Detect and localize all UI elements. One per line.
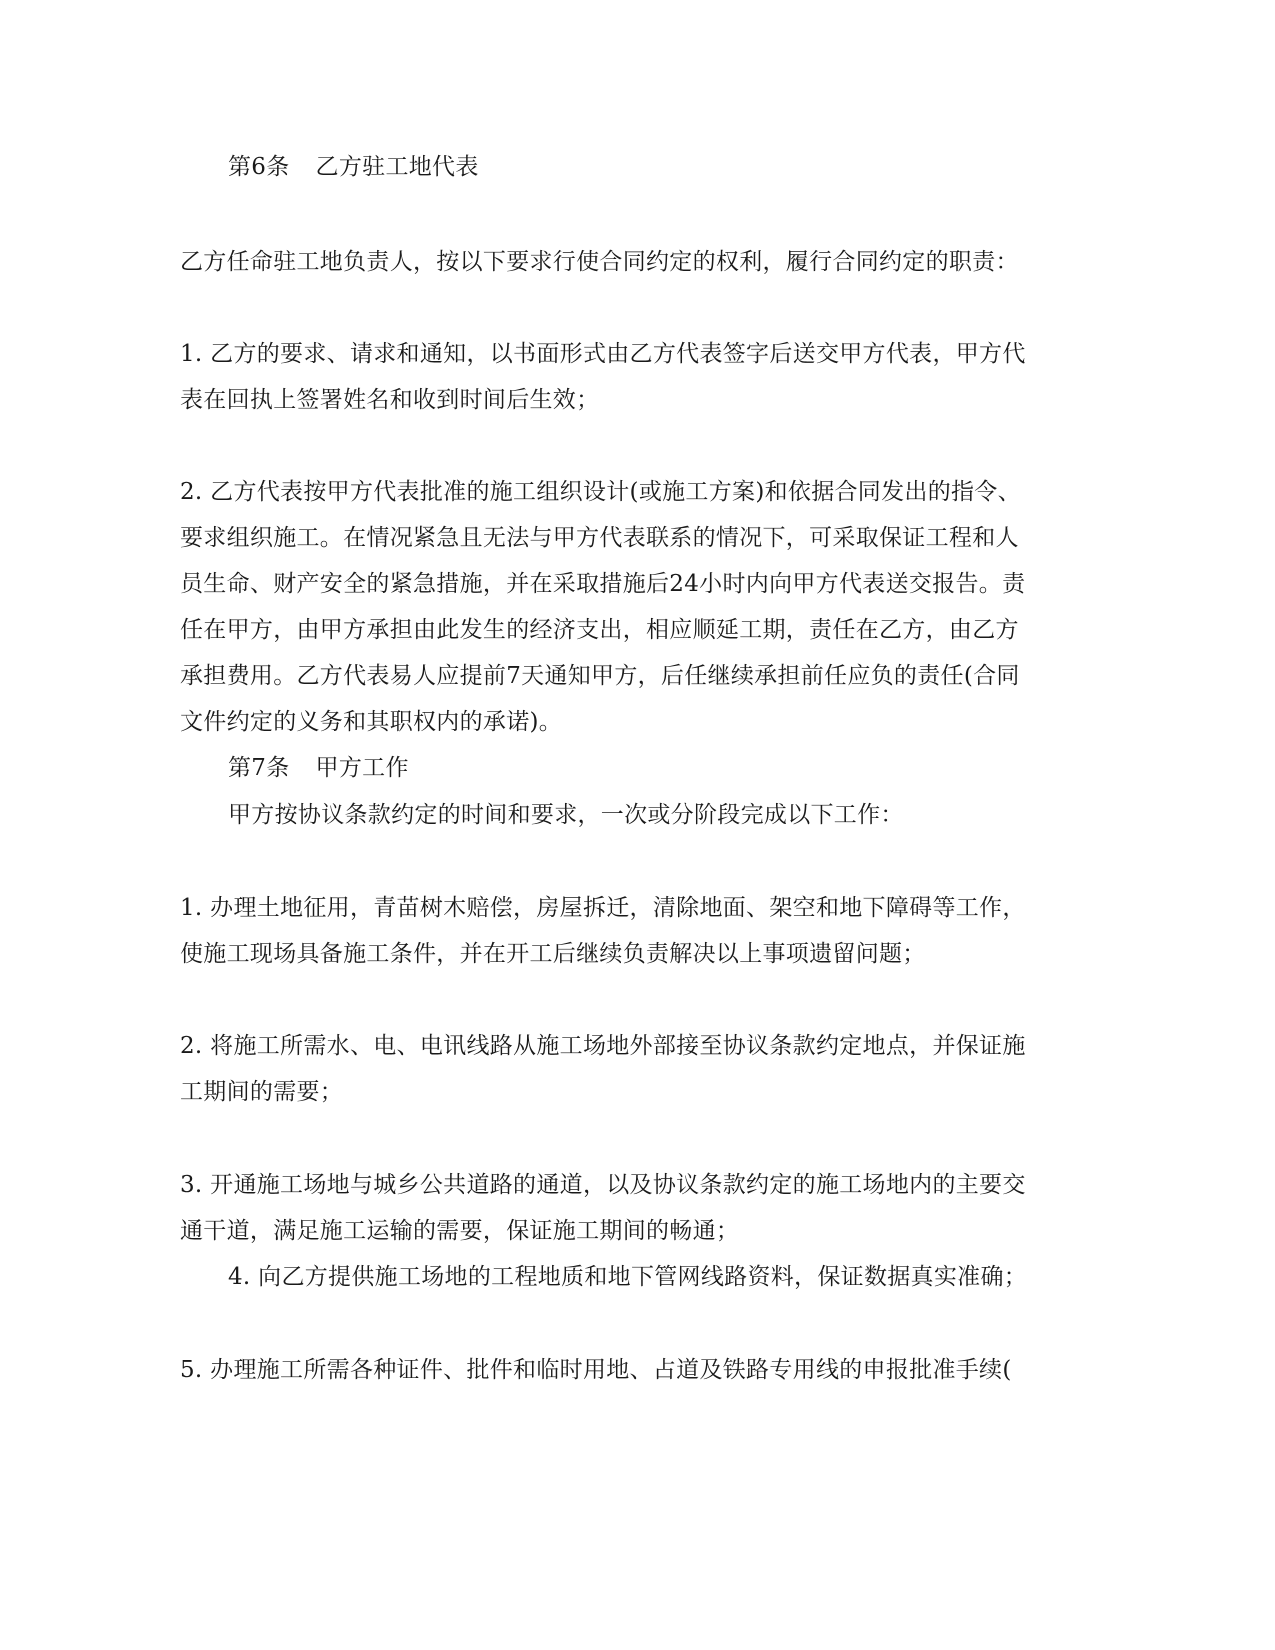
article-7-intro: 甲方按协议条款约定的时间和要求，一次或分阶段完成以下工作： xyxy=(228,802,904,828)
article-7-item-1-line-2: 使施工现场具备施工条件，并在开工后继续负责解决以上事项遗留问题； xyxy=(180,941,926,967)
article-6-item-2-line-2: 要求组织施工。在情况紧急且无法与甲方代表联系的情况下，可采取保证工程和人 xyxy=(180,525,1019,551)
article-7-title: 甲方工作 xyxy=(315,755,409,781)
article-7-item-2-line-2: 工期间的需要； xyxy=(180,1079,344,1105)
article-7-number: 第7条 xyxy=(228,755,290,781)
article-7-item-3-line-2: 通干道，满足施工运输的需要，保证施工期间的畅通； xyxy=(180,1218,740,1244)
article-6-item-2-line-4: 任在甲方，由甲方承担由此发生的经济支出，相应顺延工期，责任在乙方，由乙方 xyxy=(180,617,1019,643)
article-7-item-2-line-1: 2. 将施工所需水、电、电讯线路从施工场地外部接至协议条款约定地点，并保证施 xyxy=(180,1033,1026,1059)
article-7-heading xyxy=(228,753,409,783)
article-6-title: 乙方驻工地代表 xyxy=(315,154,479,180)
article-7-item-5-line-1: 5. 办理施工所需各种证件、批件和临时用地、占道及铁路专用线的申报批准手续( xyxy=(180,1357,1012,1383)
article-6-item-2-line-1: 2. 乙方代表按甲方代表批准的施工组织设计(或施工方案)和依据合同发出的指令、 xyxy=(180,479,1021,505)
article-6-item-2-line-5: 承担费用。乙方代表易人应提前7天通知甲方，后任继续承担前任应负的责任(合同 xyxy=(180,663,1020,689)
article-6-item-1-line-2: 表在回执上签署姓名和收到时间后生效； xyxy=(180,387,600,413)
article-6-item-1-line-1: 1. 乙方的要求、请求和通知，以书面形式由乙方代表签字后送交甲方代表，甲方代 xyxy=(180,341,1026,367)
article-6-heading xyxy=(228,152,479,182)
article-6-number: 第6条 xyxy=(228,154,290,180)
article-7-item-1-line-1: 1. 办理土地征用，青苗树木赔偿，房屋拆迁，清除地面、架空和地下障碍等工作， xyxy=(180,895,1026,921)
article-6-item-2-line-6: 文件约定的义务和其职权内的承诺)。 xyxy=(180,709,563,735)
article-6-item-2-line-3: 员生命、财产安全的紧急措施，并在采取措施后24小时内向甲方代表送交报告。责 xyxy=(180,571,1026,597)
article-7-item-4: 4. 向乙方提供施工场地的工程地质和地下管网线路资料，保证数据真实准确； xyxy=(228,1264,1028,1290)
article-6-intro: 乙方任命驻工地负责人，按以下要求行使合同约定的权利，履行合同约定的职责： xyxy=(180,249,1019,275)
article-7-item-3-line-1: 3. 开通施工场地与城乡公共道路的通道，以及协议条款约定的施工场地内的主要交 xyxy=(180,1172,1026,1198)
